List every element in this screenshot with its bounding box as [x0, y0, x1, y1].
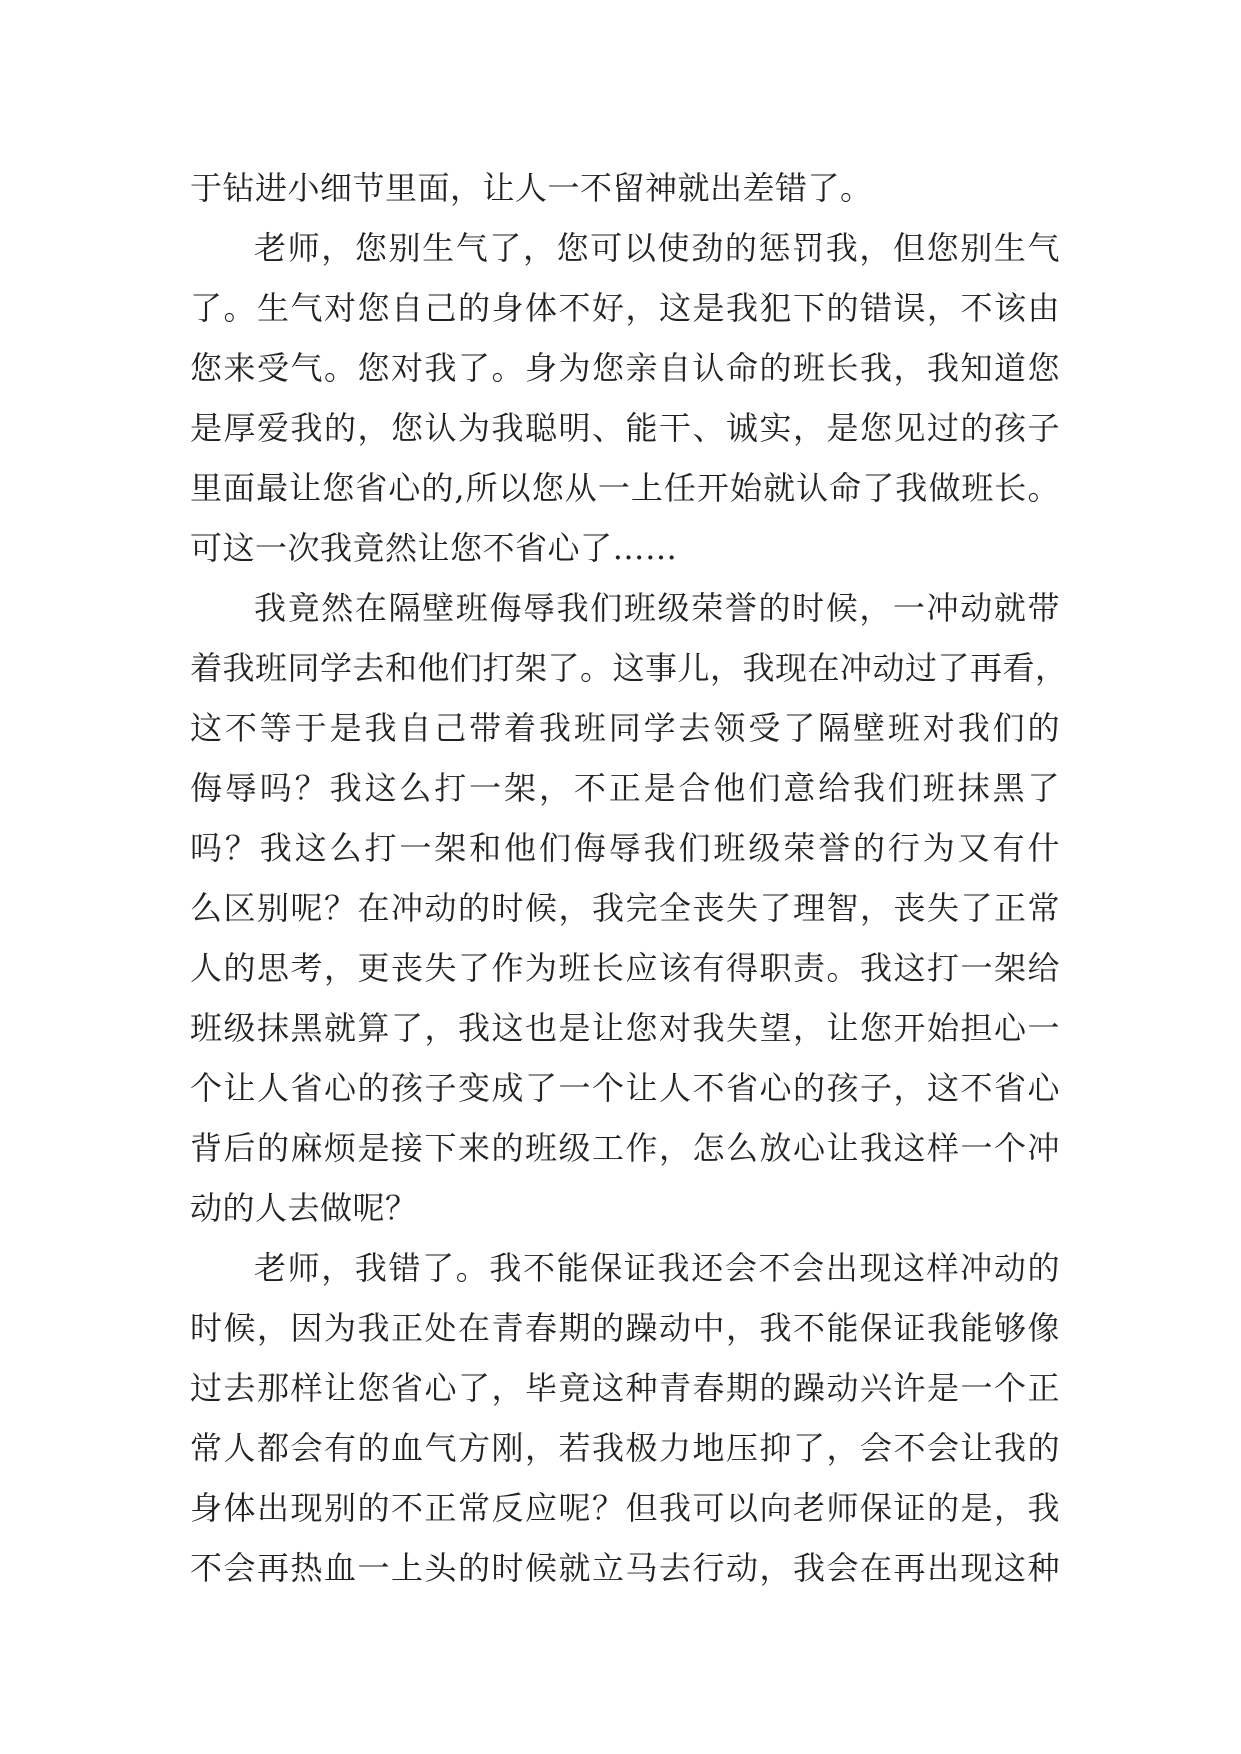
text-line: 侮辱吗？我这么打一架，不正是合他们意给我们班抹黑了 — [190, 769, 1060, 807]
text-line: 里面最让您省心的,所以您从一上任开始就认命了我做班长。 — [190, 469, 1060, 507]
document-body — [190, 158, 1068, 1598]
text-line: 不会再热血一上头的时候就立马去行动，我会在再出现这种 — [190, 1549, 1060, 1587]
text-line: 身体出现别的不正常反应呢？但我可以向老师保证的是，我 — [190, 1489, 1060, 1527]
text-line: 老师，我错了。我不能保证我还会不会出现这样冲动的 — [254, 1249, 1060, 1287]
text-line: 我竟然在隔壁班侮辱我们班级荣誉的时候，一冲动就带 — [254, 589, 1060, 627]
text-line: 时候，因为我正处在青春期的躁动中，我不能保证我能够像 — [190, 1309, 1060, 1347]
text-line: 这不等于是我自己带着我班同学去领受了隔壁班对我们的 — [190, 709, 1060, 747]
text-line: 常人都会有的血气方刚，若我极力地压抑了，会不会让我的 — [190, 1429, 1060, 1467]
text-line: 是厚爱我的，您认为我聪明、能干、诚实，是您见过的孩子 — [190, 409, 1060, 447]
text-line: 背后的麻烦是接下来的班级工作，怎么放心让我这样一个冲 — [190, 1129, 1060, 1167]
text-line: 人的思考，更丧失了作为班长应该有得职责。我这打一架给 — [190, 949, 1060, 987]
text-line: 动的人去做呢？ — [190, 1189, 418, 1227]
text-line: 着我班同学去和他们打架了。这事儿，我现在冲动过了再看， — [190, 649, 1068, 687]
text-line: 个让人省心的孩子变成了一个让人不省心的孩子，这不省心 — [190, 1069, 1060, 1107]
text-line: 了。生气对您自己的身体不好，这是我犯下的错误，不该由 — [190, 289, 1060, 327]
text-line: 可这一次我竟然让您不省心了…… — [190, 529, 678, 567]
text-line: 于钻进小细节里面，让人一不留神就出差错了。 — [190, 169, 873, 207]
text-line: 老师，您别生气了，您可以使劲的惩罚我，但您别生气 — [254, 229, 1060, 267]
text-line: 过去那样让您省心了，毕竟这种青春期的躁动兴许是一个正 — [190, 1369, 1060, 1407]
text-line: 您来受气。您对我了。身为您亲自认命的班长我，我知道您 — [190, 349, 1060, 387]
text-line: 班级抹黑就算了，我这也是让您对我失望，让您开始担心一 — [190, 1009, 1060, 1047]
text-line: 么区别呢？在冲动的时候，我完全丧失了理智，丧失了正常 — [190, 889, 1060, 927]
text-line: 吗？我这么打一架和他们侮辱我们班级荣誉的行为又有什 — [190, 829, 1060, 867]
